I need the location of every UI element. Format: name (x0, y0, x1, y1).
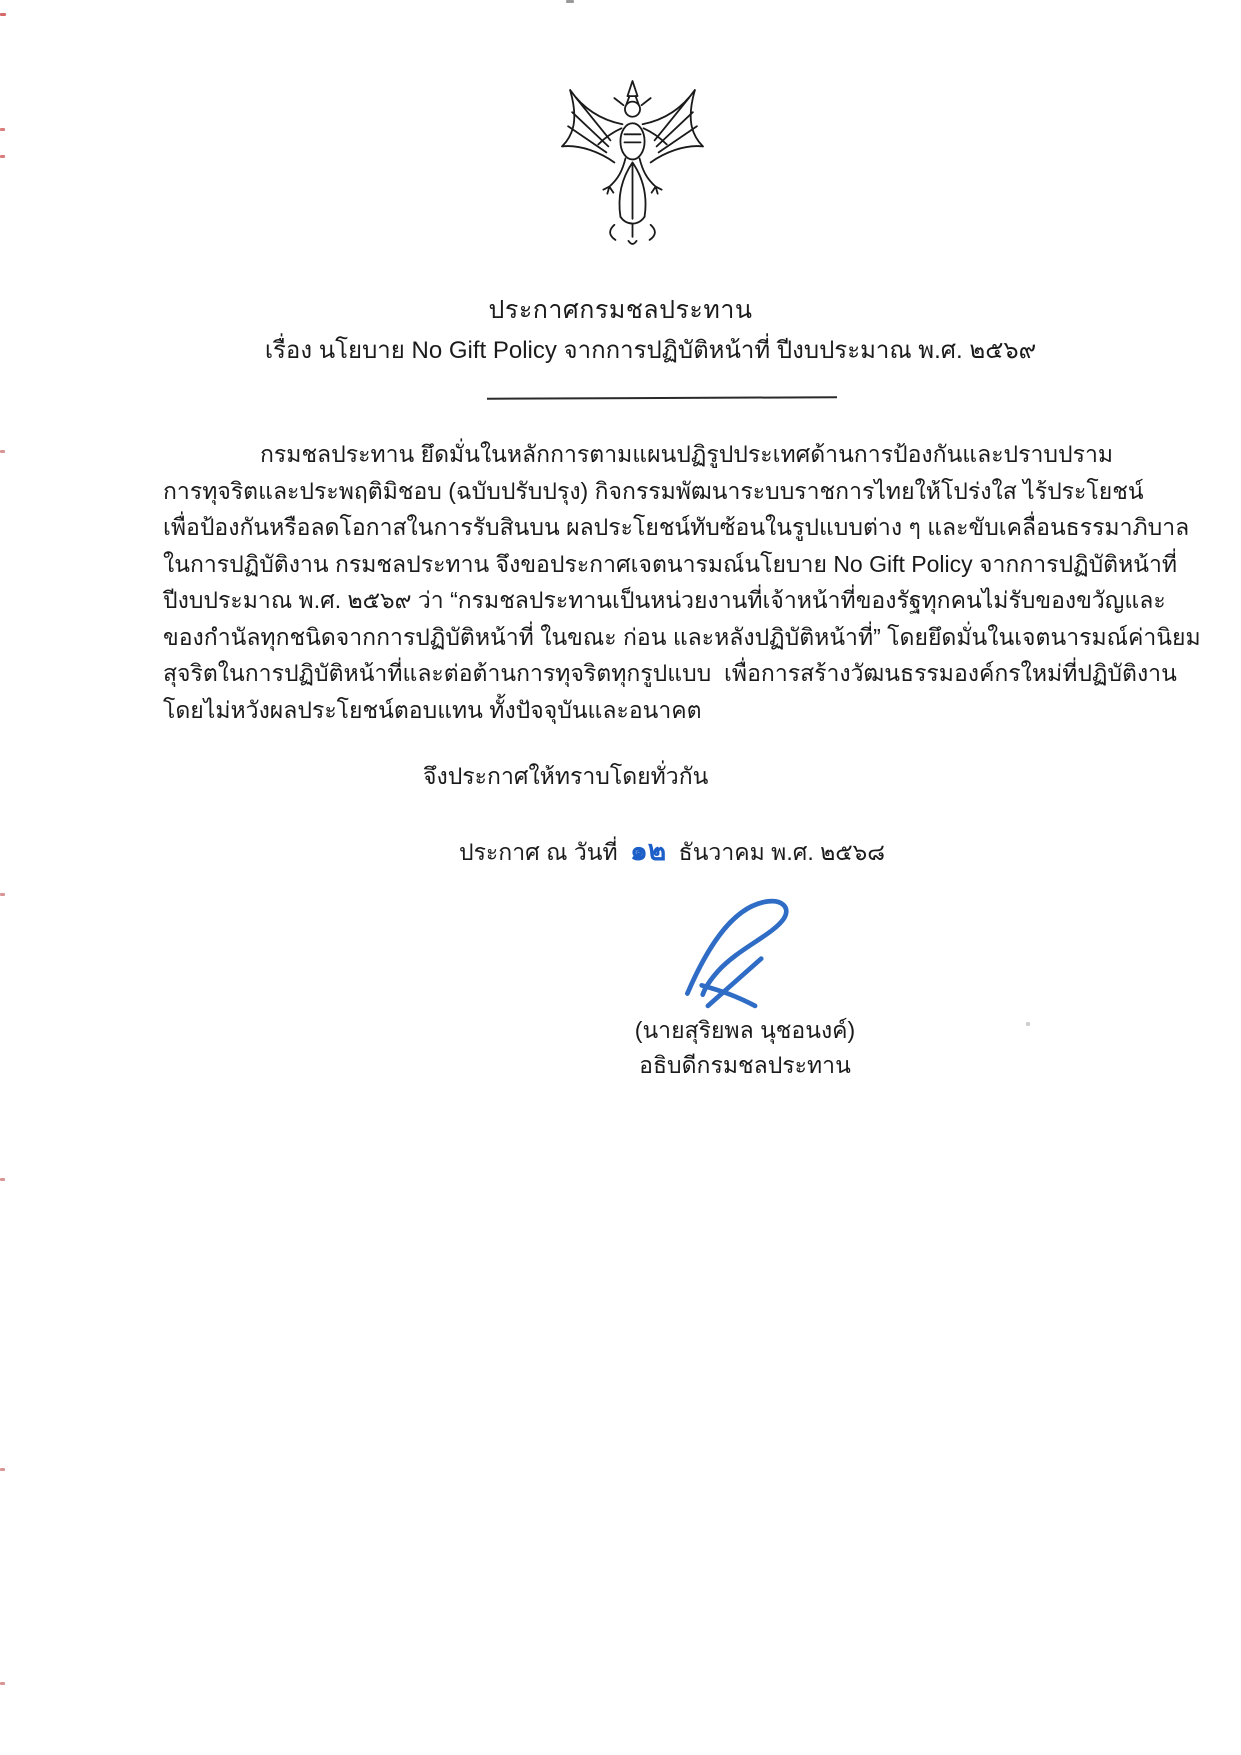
date-suffix: ธันวาคม พ.ศ. ๒๕๖๘ (672, 839, 886, 865)
closing-sentence: จึงประกาศให้ทราบโดยทั่วกัน (423, 763, 709, 789)
scan-artifact (0, 128, 5, 131)
scan-artifact (1026, 1022, 1030, 1026)
body-line: กรมชลประทาน ยึดมั่นในหลักการตามแผนปฏิรูปประเทศด้านการป้องกันและปราบปราม (260, 441, 1114, 467)
signature-ink (665, 893, 800, 1011)
date-prefix: ประกาศ ณ วันที่ (458, 839, 625, 865)
scan-artifact (0, 155, 5, 158)
scan-artifact (0, 1468, 5, 1471)
scan-artifact (566, 0, 574, 3)
body-line: เพื่อป้องกันหรือลดโอกาสในการรับสินบน ผลประโยชน์ทับซ้อนในรูปแบบต่าง ๆ และขับเคลื่อนธรรมาภิบาล (163, 514, 1190, 540)
subject-divider-line (487, 396, 837, 400)
body-line: โดยไม่หวังผลประโยชน์ตอบแทน ทั้งปัจจุบันและอนาคต (163, 696, 702, 723)
body-line: การทุจริตและประพฤติมิชอบ (ฉบับปรับปรุง) กิจกรรมพัฒนาระบบราชการไทยให้โปร่งใส ไร้ประโยชน์ (163, 477, 1144, 504)
document-title: ประกาศกรมชลประทาน (488, 296, 753, 324)
body-line: ในการปฏิบัติงาน กรมชลประทาน จึงขอประกาศเจตนารมณ์นโยบาย No Gift Policy จากการปฏิบัติหน้าที่ (163, 550, 1178, 577)
handwritten-day: ๑๒ (630, 835, 667, 866)
signer-name: (นายสุริยพล นุชอนงค์) (634, 1017, 856, 1043)
body-line: สุจริตในการปฏิบัติหน้าที่และต่อต้านการทุจริตทุกรูปแบบ เพื่อการสร้างวัฒนธรรมองค์กรใหม่ที่ปฏิบัติงาน (163, 660, 1177, 686)
document-subject: เรื่อง นโยบาย No Gift Policy จากการปฏิบัติหน้าที่ ปีงบประมาณ พ.ศ. ๒๕๖๙ (264, 337, 1037, 364)
scan-artifact (0, 13, 6, 16)
signer-position: อธิบดีกรมชลประทาน (639, 1052, 851, 1078)
body-line: ปีงบประมาณ พ.ศ. ๒๕๖๙ ว่า “กรมชลประทานเป็นหน่วยงานที่เจ้าหน้าที่ของรัฐทุกคนไม่รับของขวัญและ (163, 587, 1166, 613)
body-line: ของกำนัลทุกชนิดจากการปฏิบัติหน้าที่ ในขณะ ก่อน และหลังปฏิบัติหน้าที่” โดยยึดมั่นในเจตนารมณ์ค่านิยม (163, 623, 1201, 650)
scan-artifact (0, 1178, 5, 1181)
scan-artifact (0, 1682, 5, 1685)
garuda-emblem-icon (550, 78, 715, 254)
scan-artifact (0, 450, 5, 453)
scan-artifact (0, 893, 5, 896)
announcement-date-line (0, 829, 1241, 873)
body-paragraph (163, 436, 1201, 728)
